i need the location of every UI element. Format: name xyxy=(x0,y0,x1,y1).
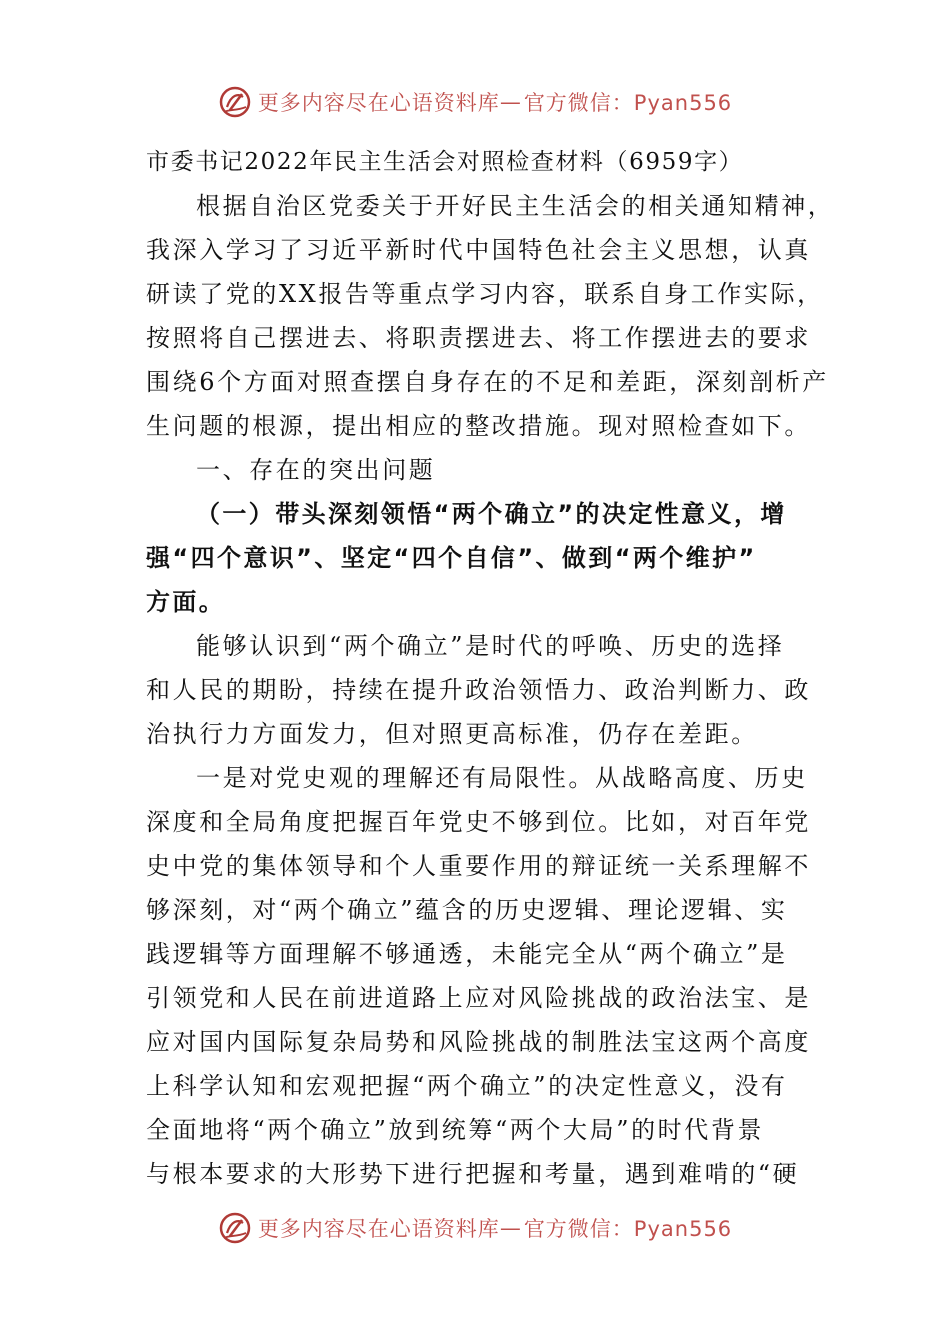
paragraph-line: 按照将自己摆进去、将职责摆进去、将工作摆进去的要求 xyxy=(146,324,811,352)
paragraph-line: 深度和全局角度把握百年党史不够到位。比如，对百年党 xyxy=(146,808,811,836)
paragraph-line: 能够认识到“两个确立”是时代的呼唤、历史的选择 xyxy=(196,632,785,660)
section-heading: 一、存在的突出问题 xyxy=(196,456,436,484)
watermark-banner-top xyxy=(0,82,950,122)
paragraph-line: 研读了党的XX报告等重点学习内容，联系自身工作实际， xyxy=(146,280,824,308)
watermark-wechat: 官方微信：Pyan556 xyxy=(523,1217,733,1241)
watermark-text: 更多内容尽在心语资料库 xyxy=(257,91,500,115)
watermark-separator: — xyxy=(499,1216,522,1240)
watermark-wechat: 官方微信：Pyan556 xyxy=(523,91,733,115)
subsection-heading: （一）带头深刻领悟“两个确立”的决定性意义，增 xyxy=(196,500,787,528)
subsection-heading: 强“四个意识”、坚定“四个自信”、做到“两个维护” xyxy=(146,544,757,572)
paragraph-line: 生问题的根源，提出相应的整改措施。现对照检查如下。 xyxy=(146,412,811,440)
paragraph-line: 一是对党史观的理解还有局限性。从战略高度、历史 xyxy=(196,764,808,792)
watermark-text: 更多内容尽在心语资料库 xyxy=(257,1217,500,1241)
paragraph-line: 我深入学习了习近平新时代中国特色社会主义思想，认真 xyxy=(146,236,811,264)
pen-signature-icon xyxy=(218,85,252,119)
paragraph-line: 引领党和人民在前进道路上应对风险挑战的政治法宝、是 xyxy=(146,984,811,1012)
paragraph-line: 与根本要求的大形势下进行把握和考量，遇到难啃的“硬 xyxy=(146,1160,800,1188)
paragraph-line: 上科学认知和宏观把握“两个确立”的决定性意义，没有 xyxy=(146,1072,788,1100)
paragraph-line: 应对国内国际复杂局势和风险挑战的制胜法宝这两个高度 xyxy=(146,1028,811,1056)
watermark-separator: — xyxy=(499,90,522,114)
paragraph-line: 和人民的期盼，持续在提升政治领悟力、政治判断力、政 xyxy=(146,676,811,704)
subsection-heading: 方面。 xyxy=(146,588,226,616)
paragraph-line: 够深刻，对“两个确立”蕴含的历史逻辑、理论逻辑、实 xyxy=(146,896,788,924)
pen-signature-icon xyxy=(218,1211,252,1245)
watermark-banner-bottom xyxy=(0,1208,950,1248)
document-title: 市委书记2022年民主生活会对照检查材料（6959字） xyxy=(146,149,744,175)
paragraph-line: 践逻辑等方面理解不够通透，未能完全从“两个确立”是 xyxy=(146,940,788,968)
paragraph-line: 治执行力方面发力，但对照更高标准，仍存在差距。 xyxy=(146,720,758,748)
paragraph-line: 史中党的集体领导和个人重要作用的辩证统一关系理解不 xyxy=(146,852,811,880)
paragraph-line: 全面地将“两个确立”放到统筹“两个大局”的时代背景 xyxy=(146,1116,765,1144)
paragraph-line: 围绕6个方面对照查摆自身存在的不足和差距，深刻剖析产 xyxy=(146,368,829,396)
paragraph-line: 根据自治区党委关于开好民主生活会的相关通知精神， xyxy=(196,192,835,220)
document-body xyxy=(146,140,835,1196)
